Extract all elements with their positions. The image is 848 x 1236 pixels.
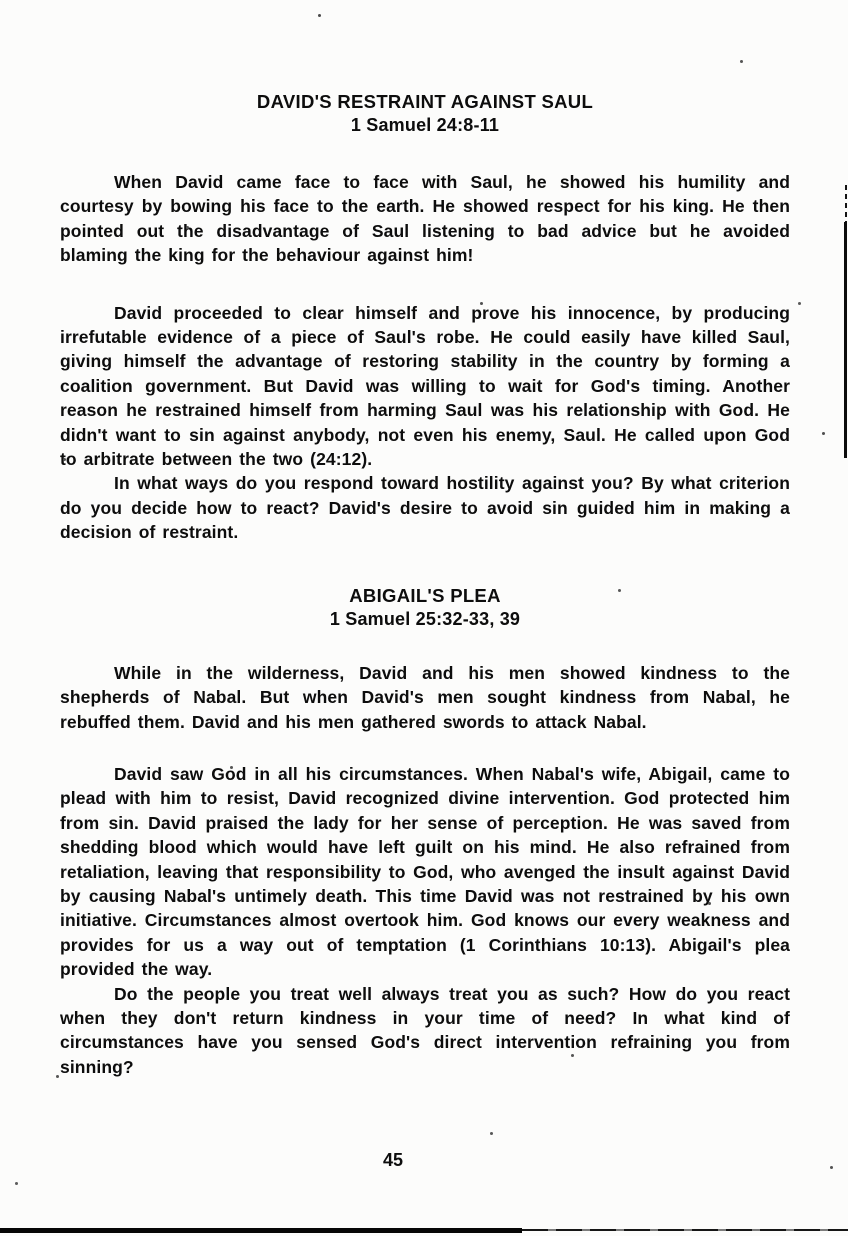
scan-artifact-right-edge-line <box>844 222 847 458</box>
scripture-reference-1: 1 Samuel 24:8-11 <box>350 115 500 135</box>
body-paragraph: David proceeded to clear himself and prove his innocence, by producing irrefutable evidence of a piece of Saul's robe. He could easily have killed Saul, giving himself the advantage of restoring stability in the country by forming a coalition government. But David was willing to wait for God's timing. Another reason he restrained himself from harming Saul was his relationship with God. He didn't want to sin against anybody, not even his enemy, Saul. He called upon God to arbitrate between the two (24:12). <box>60 302 790 470</box>
body-paragraph: Do the people you treat well always treat you as such? How do you react when they don't return kindness in your time of need? In what kind of circumstances have you sensed God's direct intervention refraining you from sinning? <box>60 983 790 1077</box>
body-paragraph: David saw God in all his circumstances. When Nabal's wife, Abigail, came to plead with him to resist, David recognized divine intervention. God protected him from sin. David praised the lady for her sense of perception. He was saved from shedding blood which would have left guilt on his mind. He also refrained from retaliation, leaving that responsibility to God, who avenged the insult against David by causing Nabal's untimely death. This time David was not restrained by his own initiative. Circumstances almost overtook him. God knows our every weakness and provides for us a way out of temptation (1 Corinthians 10:13). Abigail's plea provided the way. <box>60 763 790 980</box>
scan-artifact-right-edge-dashes <box>845 185 847 222</box>
scripture-reference-2: 1 Samuel 25:32-33, 39 <box>329 608 521 629</box>
section-title-davids-restraint: DAVID'S RESTRAINT AGAINST SAUL <box>256 91 594 112</box>
page-number: 45 <box>382 1150 404 1170</box>
section-title-abigails-plea: ABIGAIL'S PLEA <box>349 584 501 606</box>
text-column <box>60 0 790 1079</box>
scan-artifact-bottom-line-thick <box>0 1228 522 1233</box>
scan-artifact-bottom-line-thin <box>522 1229 848 1231</box>
scan-noise-specks <box>318 14 321 17</box>
body-paragraph: In what ways do you respond toward hostility against you? By what criterion do you decide how to react? David's desire to avoid sin guided him in making a decision of restraint. <box>60 473 790 543</box>
body-paragraph: While in the wilderness, David and his men showed kindness to the shepherds of Nabal. But when David's men sought kindness from Nabal, he rebuffed them. David and his men gathered swords to attack Nabal. <box>60 662 790 732</box>
body-paragraph: When David came face to face with Saul, he showed his humility and courtesy by bowing his face to the earth. He showed respect for his king. He then pointed out the disadvantage of Saul listening to bad advice but he avoided blaming the king for the behaviour against him! <box>60 172 790 266</box>
